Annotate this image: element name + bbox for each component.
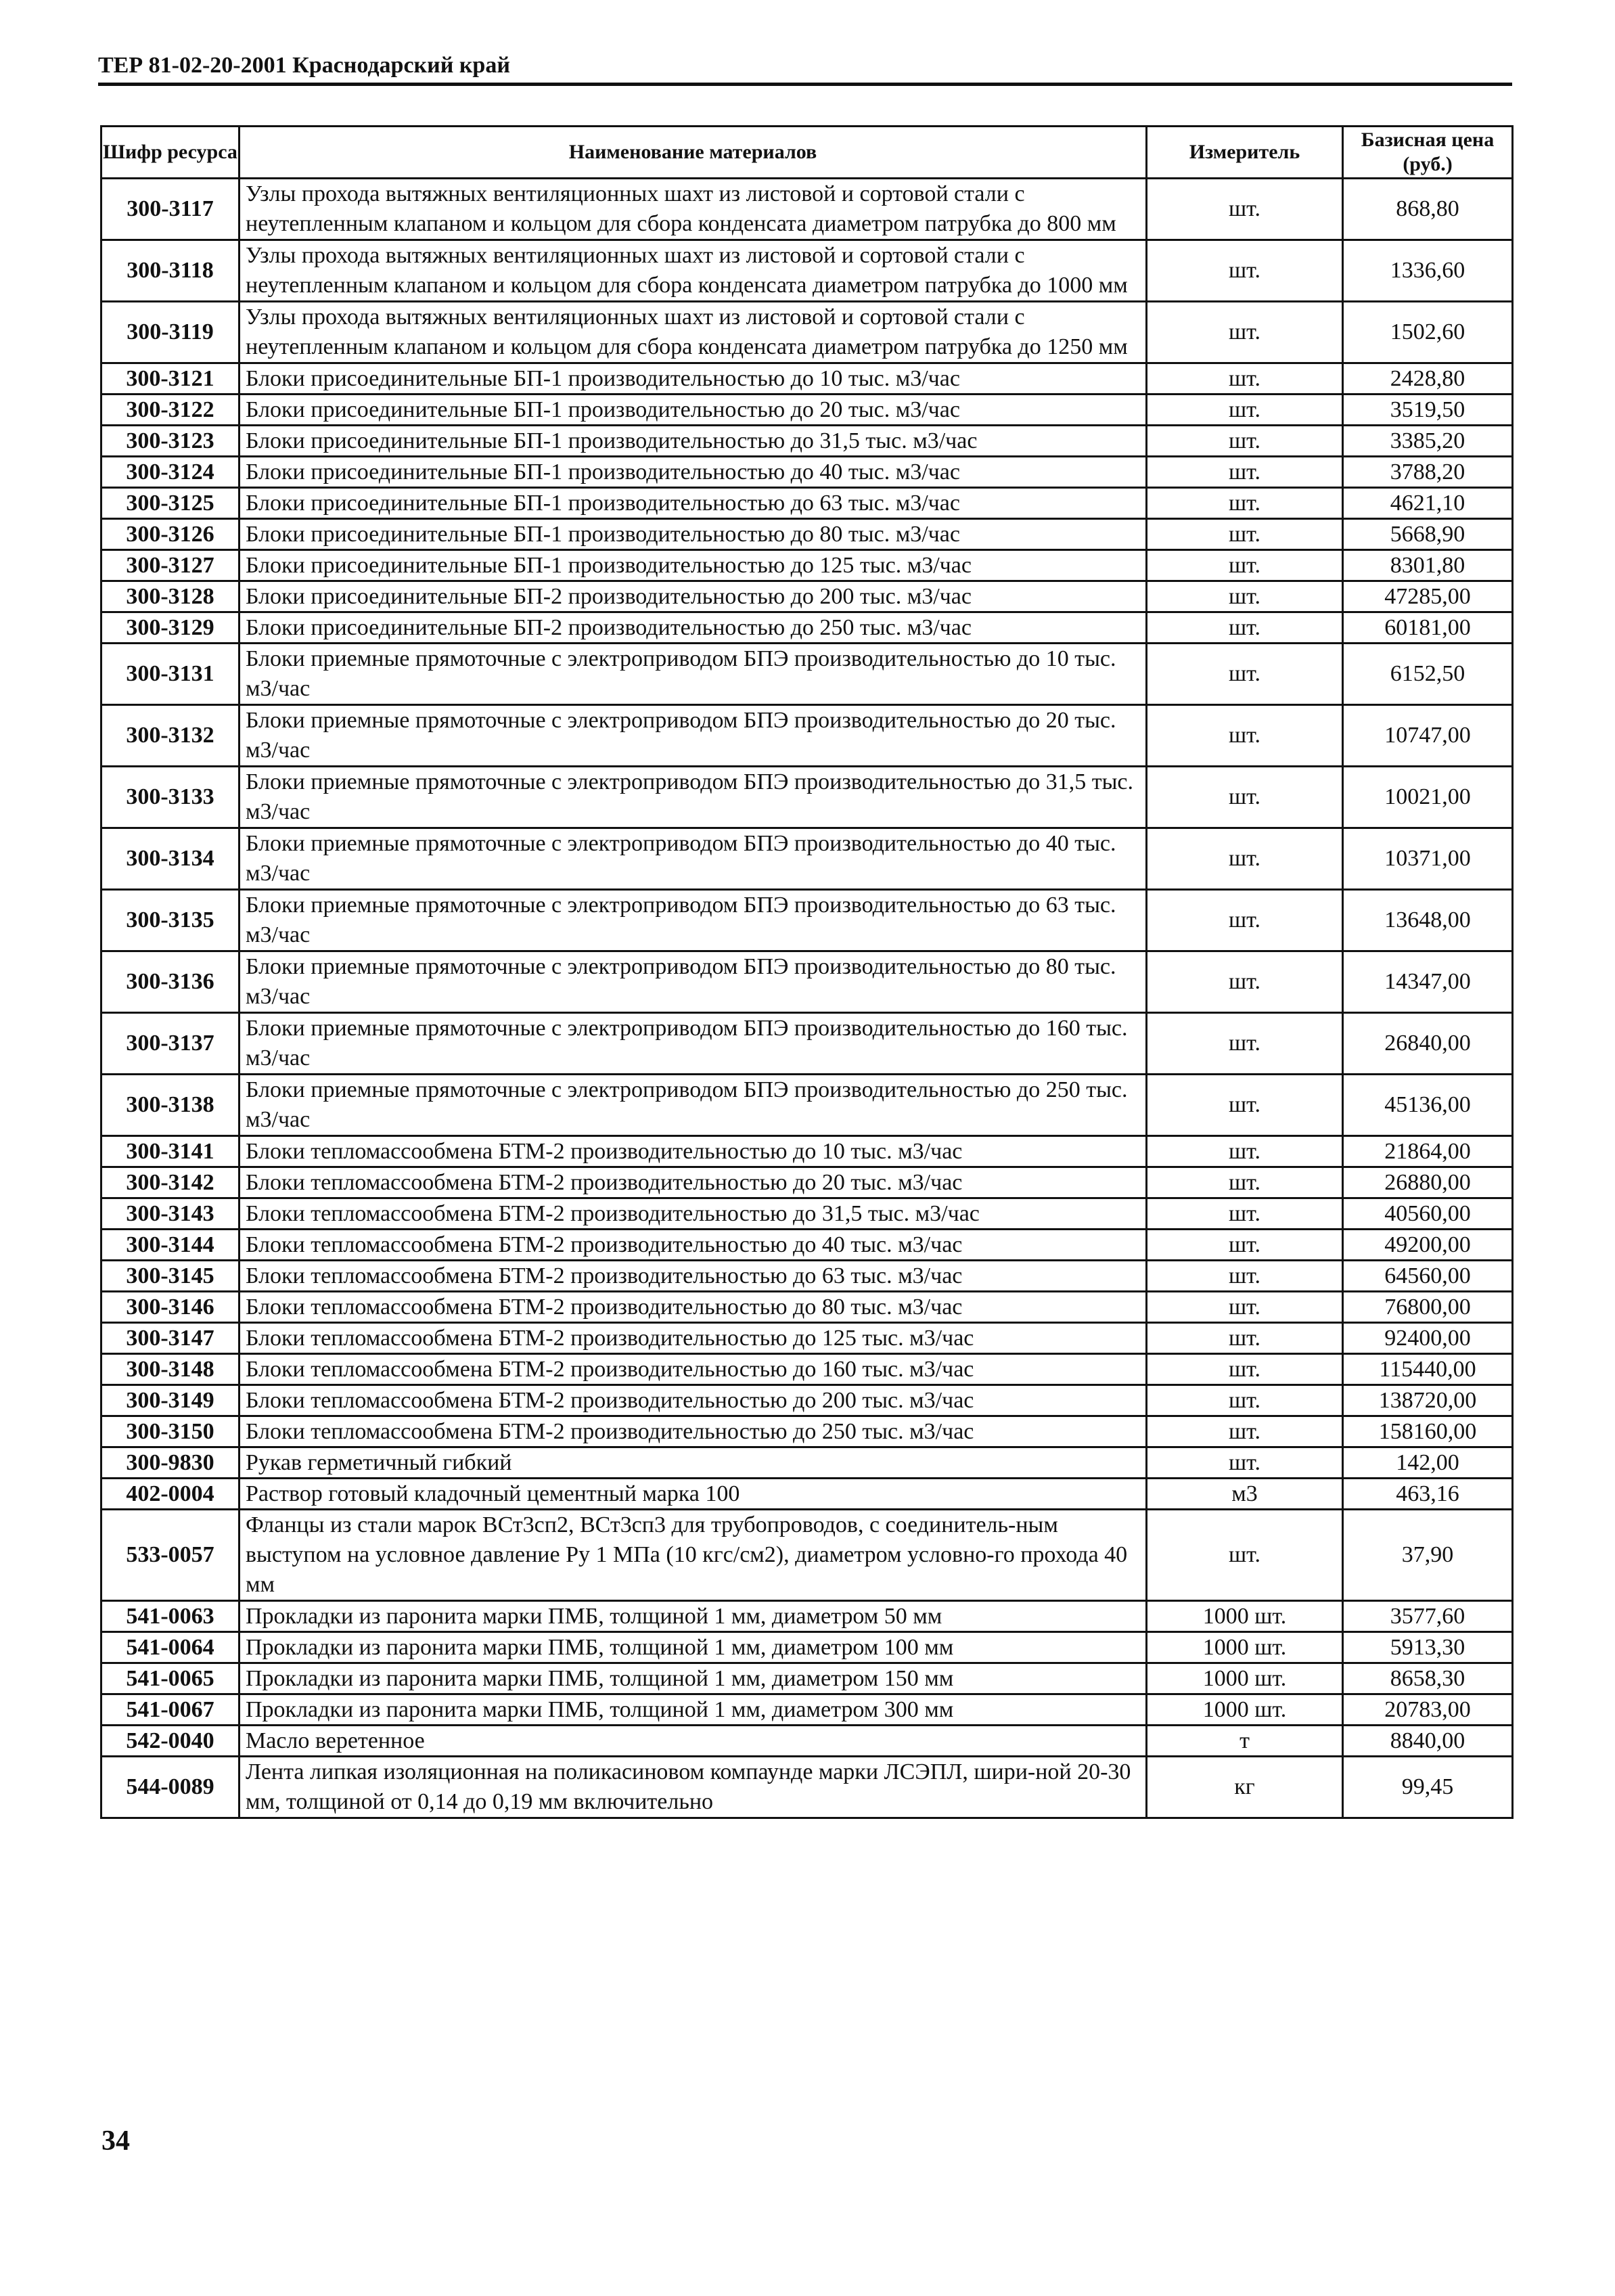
row-code: 300-3131 [101,644,240,705]
table-row [101,951,1513,1013]
table-row [101,1075,1513,1136]
row-code: 300-3124 [101,457,240,488]
row-code: 300-3129 [101,612,240,644]
row-price: 20783,00 [1343,1694,1513,1726]
row-price: 37,90 [1343,1510,1513,1601]
row-unit: 1000 шт. [1147,1601,1343,1632]
row-price: 40560,00 [1343,1198,1513,1230]
row-code: 541-0067 [101,1694,240,1726]
column-header-name: Наименование материалов [240,127,1147,179]
column-header-unit: Измеритель [1147,127,1343,179]
row-price: 92400,00 [1343,1323,1513,1354]
row-unit: шт. [1147,828,1343,890]
row-name: Блоки тепломассообмена БТМ-2 производительностью до 125 тыс. м3/час [240,1323,1147,1354]
table-row [101,1013,1513,1075]
row-name: Блоки присоединительные БП-2 производительностью до 200 тыс. м3/час [240,581,1147,612]
row-name: Блоки приемные прямоточные с электроприводом БПЭ производительностью до 20 тыс. м3/час [240,705,1147,767]
table-row [101,890,1513,951]
page-header [98,53,1512,86]
row-unit: шт. [1147,1323,1343,1354]
row-unit: шт. [1147,1385,1343,1416]
table-row [101,395,1513,426]
table-row [101,1230,1513,1261]
row-code: 300-3128 [101,581,240,612]
table-row [101,1198,1513,1230]
row-price: 8301,80 [1343,550,1513,581]
row-code: 300-3134 [101,828,240,890]
row-name: Блоки тепломассообмена БТМ-2 производительностью до 250 тыс. м3/час [240,1416,1147,1447]
row-unit: шт. [1147,179,1343,240]
row-code: 300-3149 [101,1385,240,1416]
row-price: 8840,00 [1343,1726,1513,1757]
row-name: Блоки присоединительные БП-1 производительностью до 125 тыс. м3/час [240,550,1147,581]
table-row [101,1136,1513,1167]
row-code: 300-3119 [101,302,240,363]
table-row [101,1510,1513,1601]
row-unit: шт. [1147,1198,1343,1230]
row-code: 300-3118 [101,240,240,302]
row-price: 8658,30 [1343,1663,1513,1694]
row-unit: кг [1147,1757,1343,1818]
row-name: Узлы прохода вытяжных вентиляционных шахт из листовой и сортовой стали с неутепленным клапаном и кольцом для сбора конденсата диаметром патрубка до 1250 мм [240,302,1147,363]
row-price: 60181,00 [1343,612,1513,644]
row-name: Блоки приемные прямоточные с электроприводом БПЭ производительностью до 80 тыс. м3/час [240,951,1147,1013]
row-code: 300-3147 [101,1323,240,1354]
row-name: Блоки присоединительные БП-1 производительностью до 10 тыс. м3/час [240,363,1147,395]
row-code: 541-0065 [101,1663,240,1694]
row-unit: шт. [1147,1447,1343,1479]
row-price: 99,45 [1343,1757,1513,1818]
row-price: 6152,50 [1343,644,1513,705]
row-price: 115440,00 [1343,1354,1513,1385]
row-price: 4621,10 [1343,488,1513,519]
row-unit: шт. [1147,890,1343,951]
row-code: 300-3126 [101,519,240,550]
row-code: 300-3144 [101,1230,240,1261]
row-name: Прокладки из паронита марки ПМБ, толщиной 1 мм, диаметром 100 мм [240,1632,1147,1663]
row-name: Блоки тепломассообмена БТМ-2 производительностью до 20 тыс. м3/час [240,1167,1147,1198]
row-name: Рукав герметичный гибкий [240,1447,1147,1479]
row-name: Блоки тепломассообмена БТМ-2 производительностью до 31,5 тыс. м3/час [240,1198,1147,1230]
row-price: 49200,00 [1343,1230,1513,1261]
row-code: 300-3121 [101,363,240,395]
row-name: Масло веретенное [240,1726,1147,1757]
row-unit: шт. [1147,240,1343,302]
row-code: 402-0004 [101,1479,240,1510]
row-name: Блоки тепломассообмена БТМ-2 производительностью до 40 тыс. м3/час [240,1230,1147,1261]
row-name: Блоки тепломассообмена БТМ-2 производительностью до 63 тыс. м3/час [240,1261,1147,1292]
row-price: 5668,90 [1343,519,1513,550]
table-row [101,1167,1513,1198]
table-row [101,1757,1513,1818]
table-row [101,179,1513,240]
table-row [101,767,1513,828]
table-row [101,1323,1513,1354]
row-code: 541-0063 [101,1601,240,1632]
row-unit: шт. [1147,644,1343,705]
row-unit: шт. [1147,1075,1343,1136]
row-unit: 1000 шт. [1147,1663,1343,1694]
row-price: 1502,60 [1343,302,1513,363]
row-code: 300-3125 [101,488,240,519]
table-row [101,612,1513,644]
table-row [101,363,1513,395]
row-price: 45136,00 [1343,1075,1513,1136]
table-row [101,581,1513,612]
table-row [101,1261,1513,1292]
table-row [101,705,1513,767]
row-code: 533-0057 [101,1510,240,1601]
row-code: 300-9830 [101,1447,240,1479]
row-price: 76800,00 [1343,1292,1513,1323]
row-code: 544-0089 [101,1757,240,1818]
row-unit: шт. [1147,1136,1343,1167]
row-price: 26880,00 [1343,1167,1513,1198]
table-row [101,550,1513,581]
row-unit: шт. [1147,1416,1343,1447]
row-unit: шт. [1147,1354,1343,1385]
row-price: 3385,20 [1343,426,1513,457]
table-row [101,1601,1513,1632]
row-unit: 1000 шт. [1147,1632,1343,1663]
table-row [101,426,1513,457]
table-row [101,1354,1513,1385]
row-price: 3577,60 [1343,1601,1513,1632]
row-name: Прокладки из паронита марки ПМБ, толщиной 1 мм, диаметром 150 мм [240,1663,1147,1694]
table-row [101,644,1513,705]
row-price: 10371,00 [1343,828,1513,890]
row-price: 463,16 [1343,1479,1513,1510]
row-unit: 1000 шт. [1147,1694,1343,1726]
row-unit: шт. [1147,1167,1343,1198]
row-price: 1336,60 [1343,240,1513,302]
row-code: 300-3136 [101,951,240,1013]
row-code: 300-3132 [101,705,240,767]
row-unit: шт. [1147,457,1343,488]
table-row [101,1663,1513,1694]
row-name: Узлы прохода вытяжных вентиляционных шахт из листовой и сортовой стали с неутепленным клапаном и кольцом для сбора конденсата диаметром патрубка до 800 мм [240,179,1147,240]
column-header-code: Шифр ресурса [101,127,240,179]
row-unit: шт. [1147,581,1343,612]
row-price: 26840,00 [1343,1013,1513,1075]
row-unit: м3 [1147,1479,1343,1510]
row-unit: шт. [1147,426,1343,457]
row-code: 300-3146 [101,1292,240,1323]
materials-table-container [100,125,1511,1819]
row-price: 158160,00 [1343,1416,1513,1447]
row-unit: шт. [1147,1261,1343,1292]
row-price: 64560,00 [1343,1261,1513,1292]
row-code: 542-0040 [101,1726,240,1757]
row-name: Блоки присоединительные БП-1 производительностью до 31,5 тыс. м3/час [240,426,1147,457]
row-price: 21864,00 [1343,1136,1513,1167]
row-name: Блоки приемные прямоточные с электроприводом БПЭ производительностью до 250 тыс. м3/час [240,1075,1147,1136]
table-row [101,1694,1513,1726]
row-code: 300-3141 [101,1136,240,1167]
row-price: 138720,00 [1343,1385,1513,1416]
row-unit: шт. [1147,550,1343,581]
row-name: Прокладки из паронита марки ПМБ, толщиной 1 мм, диаметром 300 мм [240,1694,1147,1726]
table-row [101,1632,1513,1663]
row-code: 300-3127 [101,550,240,581]
table-row [101,488,1513,519]
row-code: 300-3138 [101,1075,240,1136]
materials-table [100,125,1514,1819]
row-unit: шт. [1147,767,1343,828]
row-unit: шт. [1147,1292,1343,1323]
document-title: ТЕР 81-02-20-2001 Краснодарский край [98,53,510,78]
row-name: Лента липкая изоляционная на поликасиновом компаунде марки ЛСЭПЛ, шири-ной 20-30 мм, толщиной от 0,14 до 0,19 мм включительно [240,1757,1147,1818]
row-code: 300-3122 [101,395,240,426]
row-name: Блоки приемные прямоточные с электроприводом БПЭ производительностью до 40 тыс. м3/час [240,828,1147,890]
row-price: 10021,00 [1343,767,1513,828]
row-code: 300-3143 [101,1198,240,1230]
column-header-price: Базисная цена (руб.) [1343,127,1513,179]
table-row [101,1292,1513,1323]
page-number: 34 [101,2125,130,2157]
row-name: Блоки присоединительные БП-1 производительностью до 63 тыс. м3/час [240,488,1147,519]
row-name: Блоки тепломассообмена БТМ-2 производительностью до 10 тыс. м3/час [240,1136,1147,1167]
row-price: 5913,30 [1343,1632,1513,1663]
row-unit: шт. [1147,951,1343,1013]
row-unit: шт. [1147,395,1343,426]
table-header-row [101,127,1513,179]
table-row [101,1447,1513,1479]
row-code: 300-3145 [101,1261,240,1292]
row-name: Блоки приемные прямоточные с электроприводом БПЭ производительностью до 10 тыс. м3/час [240,644,1147,705]
row-unit: шт. [1147,302,1343,363]
table-row [101,1416,1513,1447]
row-price: 3788,20 [1343,457,1513,488]
row-unit: шт. [1147,519,1343,550]
row-code: 300-3135 [101,890,240,951]
table-row [101,302,1513,363]
row-price: 10747,00 [1343,705,1513,767]
row-name: Блоки тепломассообмена БТМ-2 производительностью до 80 тыс. м3/час [240,1292,1147,1323]
table-row [101,1479,1513,1510]
row-code: 300-3133 [101,767,240,828]
row-code: 300-3117 [101,179,240,240]
row-code: 300-3142 [101,1167,240,1198]
row-price: 868,80 [1343,179,1513,240]
row-price: 3519,50 [1343,395,1513,426]
row-code: 300-3123 [101,426,240,457]
row-price: 142,00 [1343,1447,1513,1479]
row-code: 300-3148 [101,1354,240,1385]
row-name: Фланцы из стали марок ВСт3сп2, ВСт3сп3 для трубопроводов, с соединитель-ным выступом на условное давление Ру 1 МПа (10 кгс/см2), диаметром условно-го прохода 40 мм [240,1510,1147,1601]
row-name: Прокладки из паронита марки ПМБ, толщиной 1 мм, диаметром 50 мм [240,1601,1147,1632]
table-row [101,457,1513,488]
row-unit: шт. [1147,705,1343,767]
table-row [101,828,1513,890]
row-unit: шт. [1147,612,1343,644]
row-name: Блоки приемные прямоточные с электроприводом БПЭ производительностью до 31,5 тыс. м3/час [240,767,1147,828]
row-price: 47285,00 [1343,581,1513,612]
row-name: Блоки присоединительные БП-1 производительностью до 40 тыс. м3/час [240,457,1147,488]
row-unit: шт. [1147,488,1343,519]
table-row [101,1726,1513,1757]
row-name: Блоки тепломассообмена БТМ-2 производительностью до 200 тыс. м3/час [240,1385,1147,1416]
row-unit: шт. [1147,1230,1343,1261]
row-name: Блоки тепломассообмена БТМ-2 производительностью до 160 тыс. м3/час [240,1354,1147,1385]
row-unit: шт. [1147,1013,1343,1075]
row-name: Раствор готовый кладочный цементный марка 100 [240,1479,1147,1510]
row-name: Блоки присоединительные БП-1 производительностью до 20 тыс. м3/час [240,395,1147,426]
row-code: 300-3150 [101,1416,240,1447]
row-name: Блоки присоединительные БП-1 производительностью до 80 тыс. м3/час [240,519,1147,550]
table-row [101,240,1513,302]
table-row [101,1385,1513,1416]
row-name: Блоки приемные прямоточные с электроприводом БПЭ производительностью до 63 тыс. м3/час [240,890,1147,951]
row-price: 2428,80 [1343,363,1513,395]
row-code: 300-3137 [101,1013,240,1075]
row-code: 541-0064 [101,1632,240,1663]
row-price: 14347,00 [1343,951,1513,1013]
row-name: Блоки присоединительные БП-2 производительностью до 250 тыс. м3/час [240,612,1147,644]
row-unit: шт. [1147,363,1343,395]
table-row [101,519,1513,550]
row-unit: т [1147,1726,1343,1757]
row-price: 13648,00 [1343,890,1513,951]
row-name: Узлы прохода вытяжных вентиляционных шахт из листовой и сортовой стали с неутепленным клапаном и кольцом для сбора конденсата диаметром патрубка до 1000 мм [240,240,1147,302]
row-name: Блоки приемные прямоточные с электроприводом БПЭ производительностью до 160 тыс. м3/час [240,1013,1147,1075]
row-unit: шт. [1147,1510,1343,1601]
